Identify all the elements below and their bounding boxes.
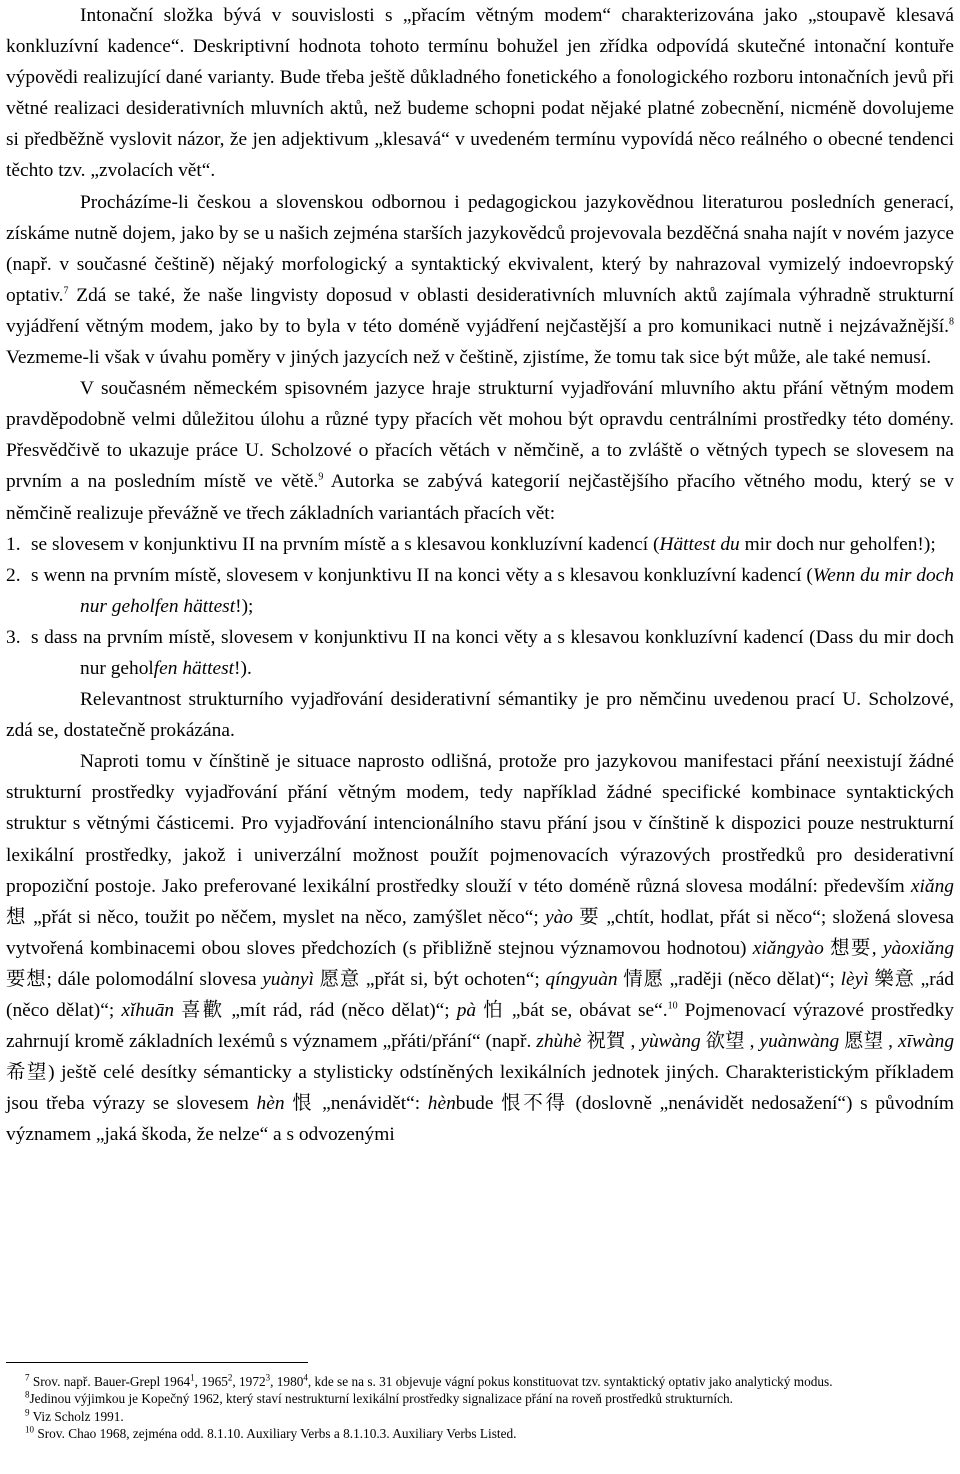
footnote-separator [6, 1362, 308, 1363]
text-run: „nenávidět“: [322, 1093, 428, 1115]
edition-sup: 2 [227, 1372, 233, 1383]
text-run: Pojmenovací výrazové prostředky zahrnují kromě základních lexémů s významem „přáti/přání“ (např. [6, 1000, 954, 1053]
footnote-text: Srov. Chao 1968, zejména odd. 8.1.10. Auxiliary Verbs a 8.1.10.3. Auxiliary Verbs Listed. [37, 1426, 517, 1442]
pinyin-word: yùwàng [640, 1031, 701, 1053]
hanzi: 要 [573, 906, 607, 928]
footnote-number: 10 [25, 1424, 34, 1435]
pinyin-word: yuànwàng [759, 1031, 840, 1053]
hanzi: 情愿 [617, 968, 670, 990]
paragraph-chinese [6, 746, 954, 1150]
pinyin-word: hèn [427, 1093, 456, 1115]
footnote-9 [6, 1408, 954, 1425]
text-run: mir doch nur geholfen!); [739, 533, 936, 555]
footnote-ref: 7 [63, 285, 69, 297]
text-run: V současném německém spisovném jazyce hraje strukturní vyjadřování mluvního aktu přání větným modem pravděpodobně velmi důležitou úlohu a různé typy přacích vět mohou být opravdu centrálními prostředky této domény. Přesvědčivě to ukazuje práce U. Scholzové o přacích větách v němčině, a to zvláště o větných typech se slovesem na prvním a na posledním místě ve větě. [6, 378, 954, 493]
text-run: Autorka se zabývá kategorií nejčastějšího přacího větného modu, který se v němčině realizuje převážně ve třech základních variantách přacích vět: [6, 471, 954, 524]
text-run: „raději (něco dělat)“; [669, 968, 841, 990]
footnote-text: , 1965 [194, 1374, 228, 1389]
text-run: „bát se, obávat se“. [511, 1000, 668, 1021]
footnote-number: 8 [25, 1389, 30, 1400]
text-run: !); [235, 595, 254, 617]
pinyin-word: qíngyuàn [545, 968, 618, 990]
text-run: s wenn na prvním místě, slovesem v konjunktivu II na konci věty a s klesavou konkluzívní kadencí ( [31, 564, 813, 586]
footnote-ref: 8 [949, 316, 954, 328]
pinyin-word: yuànyì [262, 968, 314, 990]
list-item-1 [6, 529, 954, 560]
text-run: !). [234, 657, 252, 679]
list-item-3 [6, 622, 954, 684]
footnote-text: , 1972 [232, 1374, 266, 1389]
text-run: „chtít, hodlat, přát si něco“; složená slovesa vytvořená kombinacemi obou sloves předchozích (s přibližně stejnou významovou hodnotou) [6, 906, 954, 959]
footnote-7 [6, 1373, 954, 1390]
pinyin-word: yào [545, 906, 573, 928]
text-run: Zdá se také, že naše lingvisty doposud v oblasti desiderativních mluvních aktů zajímala výhradně strukturní vyjádření větným modem, jako by to byla v této doméně vyjádření nejčastější a pro komunikaci nutně i nejzávažnější. [6, 284, 954, 337]
example-italic: Wenn du mir doch nur geholfen hättest [80, 564, 954, 617]
hanzi: 喜歡 [174, 1000, 232, 1021]
pinyin-word: xiǎngyào [752, 937, 824, 959]
pinyin-word: lèyì [840, 968, 869, 990]
text-run: ; dále polomodální slovesa [46, 968, 263, 990]
hanzi: 希望 [6, 1062, 49, 1084]
edition-sup: 4 [303, 1372, 308, 1383]
edition-sup: 3 [265, 1372, 271, 1383]
pinyin-word: pà [456, 1000, 477, 1021]
paragraph-intonation: Intonační složka bývá v souvislosti s „přacím větným modem“ charakterizována jako „stoupavě klesavá konkluzívní kadence“. Deskriptivní hodnota tohoto termínu bohužel jen zřídka odpovídá skutečné intonační kontuře výpovědi realizující dané varianty. Bude třeba ještě důkladného fonetického a fonologického rozboru intonačních jevů při větné realizaci desiderativních mluvních aktů, než budeme schopni podat nějaké platné zobecnění, nicméně dovolujeme si předběžně vyslovit názor, že jen adjektivum „klesavá“ v uvedeném termínu vypovídá něco reálného o obecné tendenci těchto tzv. „zvolacích vět“. [6, 5, 954, 182]
footnote-10 [6, 1425, 954, 1442]
footnotes [6, 1362, 954, 1443]
example-italic: fen hättest [153, 657, 235, 679]
hanzi: 愿意 [313, 968, 366, 990]
hanzi: 樂意 [868, 968, 921, 990]
footnote-ref: 10 [667, 1000, 678, 1012]
text-run: Vezmeme-li však v úvahu poměry v jiných jazycích než v češtině, zjistíme, že tomu tak sice být může, ale také nemusí. [6, 347, 932, 369]
hanzi: 要想 [6, 968, 47, 990]
pinyin-word: xǐhuān [121, 1000, 175, 1021]
footnote-number: 9 [25, 1407, 30, 1418]
example-italic: Hättest du [659, 533, 740, 555]
text-run: Procházíme-li českou a slovenskou odbornou i pedagogickou jazykovědnou literaturou posledních generací, získáme nutně dojem, jako by se u našich zejména starších jazykovědců projevovala bezděčná snaha najít v novém jazyce (např. v současné češtině) nějaký morfologický a syntaktický ekvivalent, který by nahrazoval vymizelý indoevropský optativ. [6, 191, 954, 306]
text-run: s dass na prvním místě, slovesem v konjunktivu II na konci věty a s klesavou konkluzívní kadencí (Dass du mir doch nur gehol [31, 626, 954, 679]
hanzi: 想 [6, 906, 34, 928]
footnote-8 [6, 1390, 954, 1407]
list-number: 1. [6, 533, 21, 555]
pinyin-word: xiǎng [910, 875, 954, 897]
hanzi: 欲望 , [700, 1031, 760, 1053]
pinyin-word: hèn [256, 1093, 285, 1115]
text-run: „přát si, být ochoten“; [365, 968, 546, 990]
list-number: 3. [6, 626, 21, 648]
pinyin-word: xīwàng [898, 1031, 955, 1053]
text-run: Naproti tomu v čínštině je situace naprosto odlišná, protože pro jazykovou manifestaci přání neexistují žádné strukturní prostředky vyjadřování přání větným modem, tedy například žádné specifické kombinace syntaktických struktur s větnými částicemi. Pro vyjadřování intencionálního stavu přání jsou v čínštině k dispozici pouze nestrukturní lexikální prostředky, jakož i univerzální možnost použít pojmenovacích výrazových prostředků pro desiderativní propoziční postoje. Jako preferované lexikální prostředky slouží v této doméně různá slovesa modální: především [6, 751, 954, 897]
paragraph-german [6, 373, 954, 528]
text-run: „rád (něco dělat)“; [6, 968, 955, 1021]
text-run: ) ještě celé desítky sémanticky a stylisticky odstíněných lexikálních jednotek jiných. Charakteristickým příkladem jsou třeba výrazy se slovesem [6, 1062, 954, 1115]
list-item-2 [6, 560, 954, 622]
footnote-text: , 1980 [270, 1374, 304, 1389]
hanzi: 恨 [284, 1093, 323, 1115]
hanzi: 祝賀 , [581, 1031, 641, 1053]
hanzi: 怕 [476, 1000, 512, 1021]
pinyin-word: yàoxiǎng [882, 937, 955, 959]
text-run: „mít rád, rád (něco dělat)“; [231, 1000, 457, 1021]
pinyin-word: zhùhè [536, 1031, 582, 1053]
document-body [6, 0, 954, 1150]
footnote-number: 7 [25, 1372, 30, 1383]
footnote-text: Viz Scholz 1991. [32, 1408, 124, 1424]
footnote-text: Jedinou výjimkou je Kopečný 1962, který staví nestrukturní lexikální prostředky signalizace přání na roveň prostředků strukturních. [29, 1391, 733, 1407]
paragraph-relevance: Relevantnost strukturního vyjadřování desiderativní sémantiky je pro němčinu uvedenou prací U. Scholzové, zdá se, dostatečně prokázána. [6, 689, 954, 742]
text-run: bude 恨不得 (doslovně „nenávidět nedosažení“) s původním významem „jaká škoda, že nelze“ a s odvozenými [6, 1093, 955, 1146]
list-number: 2. [6, 564, 21, 586]
text-run: se slovesem v konjunktivu II na prvním místě a s klesavou konkluzívní kadencí ( [31, 533, 660, 555]
paragraph-literature [6, 187, 954, 374]
text-run: „přát si něco, toužit po něčem, myslet na něco, zamýšlet něco“; [33, 906, 545, 928]
hanzi: 想要, [823, 937, 883, 959]
footnote-ref: 9 [318, 471, 324, 483]
footnote-text: Srov. např. Bauer-Grepl 1964 [32, 1374, 191, 1389]
hanzi: 愿望 , [839, 1031, 899, 1053]
footnote-text: , kde se na s. 31 objevuje vágní pokus konstituovat tzv. syntaktický optativ jako analytický modus. [307, 1374, 833, 1389]
edition-sup: 1 [190, 1372, 195, 1383]
